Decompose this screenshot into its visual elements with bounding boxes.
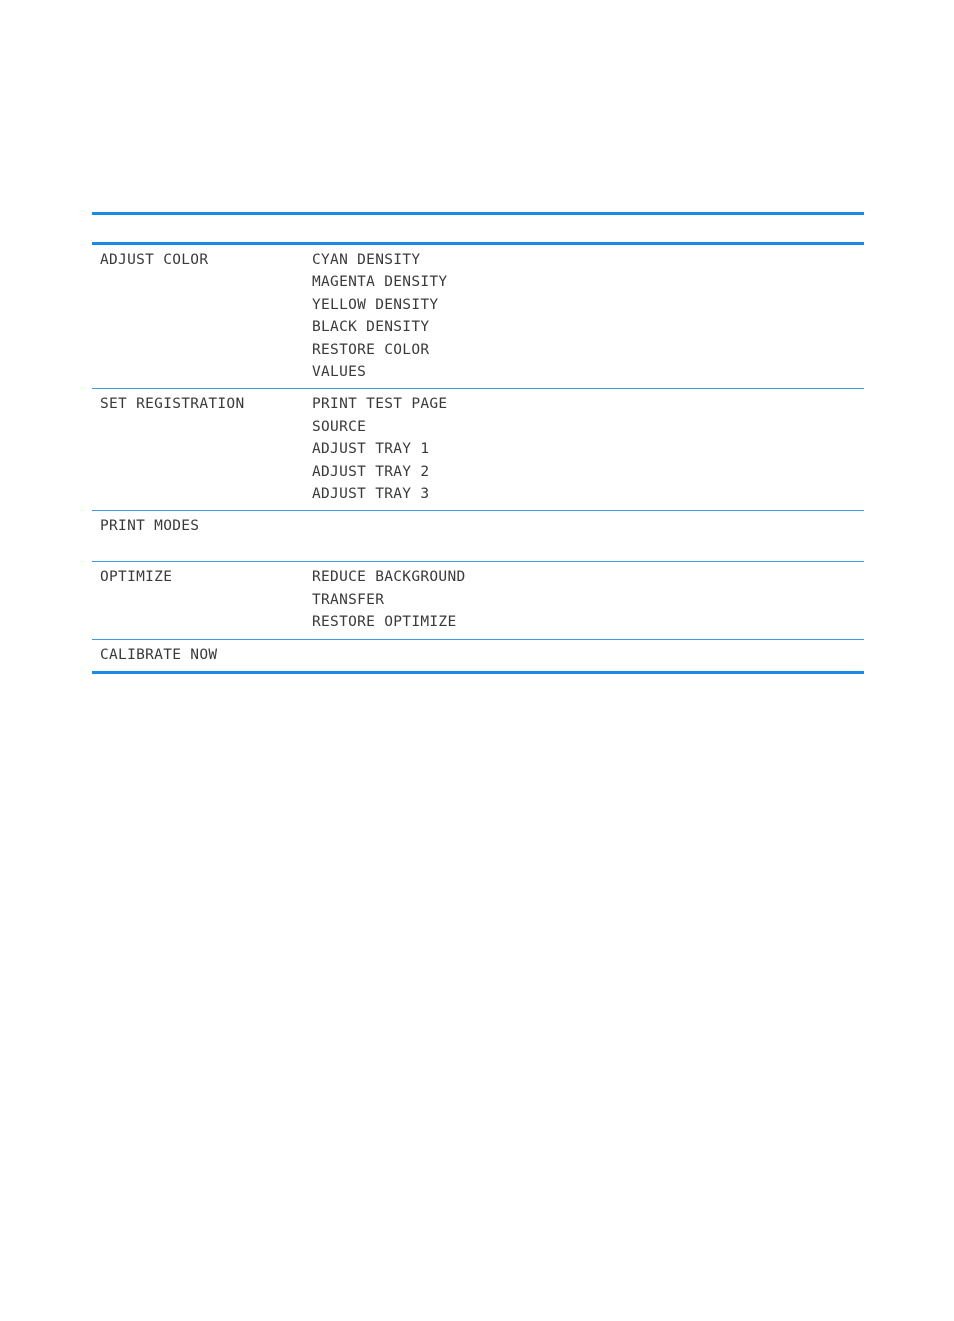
table-row-print-modes <box>92 511 864 562</box>
menu-table <box>92 212 864 674</box>
submenu-cell <box>312 515 864 556</box>
menu-item-label: ADJUST COLOR <box>100 252 209 268</box>
menu-item-label: OPTIMIZE <box>100 569 173 586</box>
submenu-item: BLACK DENSITY <box>312 319 430 336</box>
menu-item-cell <box>92 393 312 505</box>
submenu-cell <box>312 566 864 633</box>
submenu-item: CYAN DENSITY <box>312 252 421 268</box>
table-header <box>92 215 864 242</box>
submenu-item: PRINT TEST PAGE <box>312 396 448 413</box>
menu-item-cell <box>92 249 312 383</box>
table-row-calibrate-now <box>92 640 864 674</box>
submenu-item: SOURCE <box>312 418 367 435</box>
menu-item-label: PRINT MODES <box>100 518 200 535</box>
submenu-item: REDUCE BACKGROUND <box>312 569 466 586</box>
menu-item-cell <box>92 566 312 633</box>
submenu-cell <box>312 249 864 383</box>
table-row-adjust-color <box>92 245 864 389</box>
menu-item-label: SET REGISTRATION <box>100 396 245 413</box>
table-row-set-registration <box>92 389 864 511</box>
submenu-item: ADJUST TRAY 1 <box>312 441 430 458</box>
menu-item-cell <box>92 515 312 556</box>
menu-item-label: CALIBRATE NOW <box>100 646 218 663</box>
submenu-item: ADJUST TRAY 3 <box>312 486 430 503</box>
submenu-item: RESTORE OPTIMIZE <box>312 614 457 631</box>
table-row-optimize <box>92 562 864 639</box>
submenu-cell <box>312 393 864 505</box>
submenu-cell <box>312 644 864 666</box>
submenu-item: YELLOW DENSITY <box>312 296 439 313</box>
submenu-item: ADJUST TRAY 2 <box>312 463 430 480</box>
menu-item-cell <box>92 644 312 666</box>
submenu-item: TRANSFER <box>312 591 385 608</box>
submenu-item: RESTORE COLOR <box>312 341 430 358</box>
submenu-item: MAGENTA DENSITY <box>312 274 448 291</box>
submenu-item: VALUES <box>312 364 367 381</box>
